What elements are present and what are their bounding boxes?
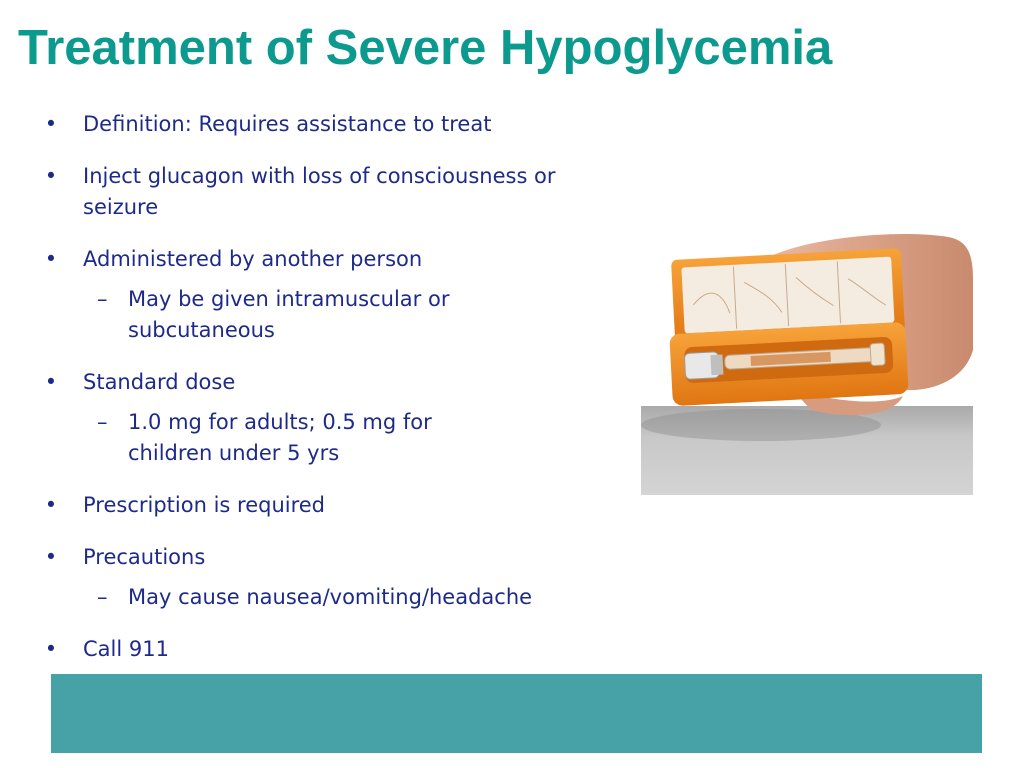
bullet-item	[44, 109, 644, 140]
sub-mark: –	[97, 585, 108, 609]
footer-bar	[51, 674, 982, 753]
sub-mark: –	[97, 287, 108, 311]
sub-text: May be given intramuscular or subcutaneous	[128, 287, 450, 342]
bullet-list	[44, 109, 644, 686]
bullet-text: Prescription is required	[83, 493, 326, 517]
bullet-item	[44, 367, 644, 469]
sub-item	[83, 284, 453, 346]
bullet-text: Standard dose	[83, 370, 236, 394]
sub-mark: –	[97, 410, 108, 434]
bullet-mark: •	[44, 164, 58, 188]
bullet-text: Inject glucagon with loss of consciousness or seizure	[83, 164, 556, 219]
bullet-text: Administered by another person	[83, 247, 423, 271]
bullet-mark: •	[44, 247, 58, 271]
bullet-item	[44, 161, 603, 223]
bullet-mark: •	[44, 545, 58, 569]
bullet-item	[44, 490, 644, 521]
bullet-mark: •	[44, 370, 58, 394]
sub-item	[83, 582, 648, 613]
bullet-text: Precautions	[83, 545, 206, 569]
glucagon-kit-photo-icon	[641, 220, 973, 495]
bullet-item	[44, 244, 644, 346]
sub-text: 1.0 mg for adults; 0.5 mg for children under 5 yrs	[128, 410, 432, 465]
slide-title: Treatment of Severe Hypoglycemia	[18, 21, 833, 75]
sub-list	[83, 582, 644, 613]
bullet-item	[44, 634, 644, 665]
sub-list	[83, 284, 644, 346]
bullet-item	[44, 542, 644, 613]
sub-text: May cause nausea/vomiting/headache	[128, 585, 533, 609]
bullet-mark: •	[44, 112, 58, 136]
bullet-text: Definition: Requires assistance to treat	[83, 112, 492, 136]
bullet-mark: •	[44, 637, 58, 661]
sub-list	[83, 407, 644, 469]
bullet-text: Call 911	[83, 637, 169, 661]
bullet-mark: •	[44, 493, 58, 517]
sub-item	[83, 407, 478, 469]
